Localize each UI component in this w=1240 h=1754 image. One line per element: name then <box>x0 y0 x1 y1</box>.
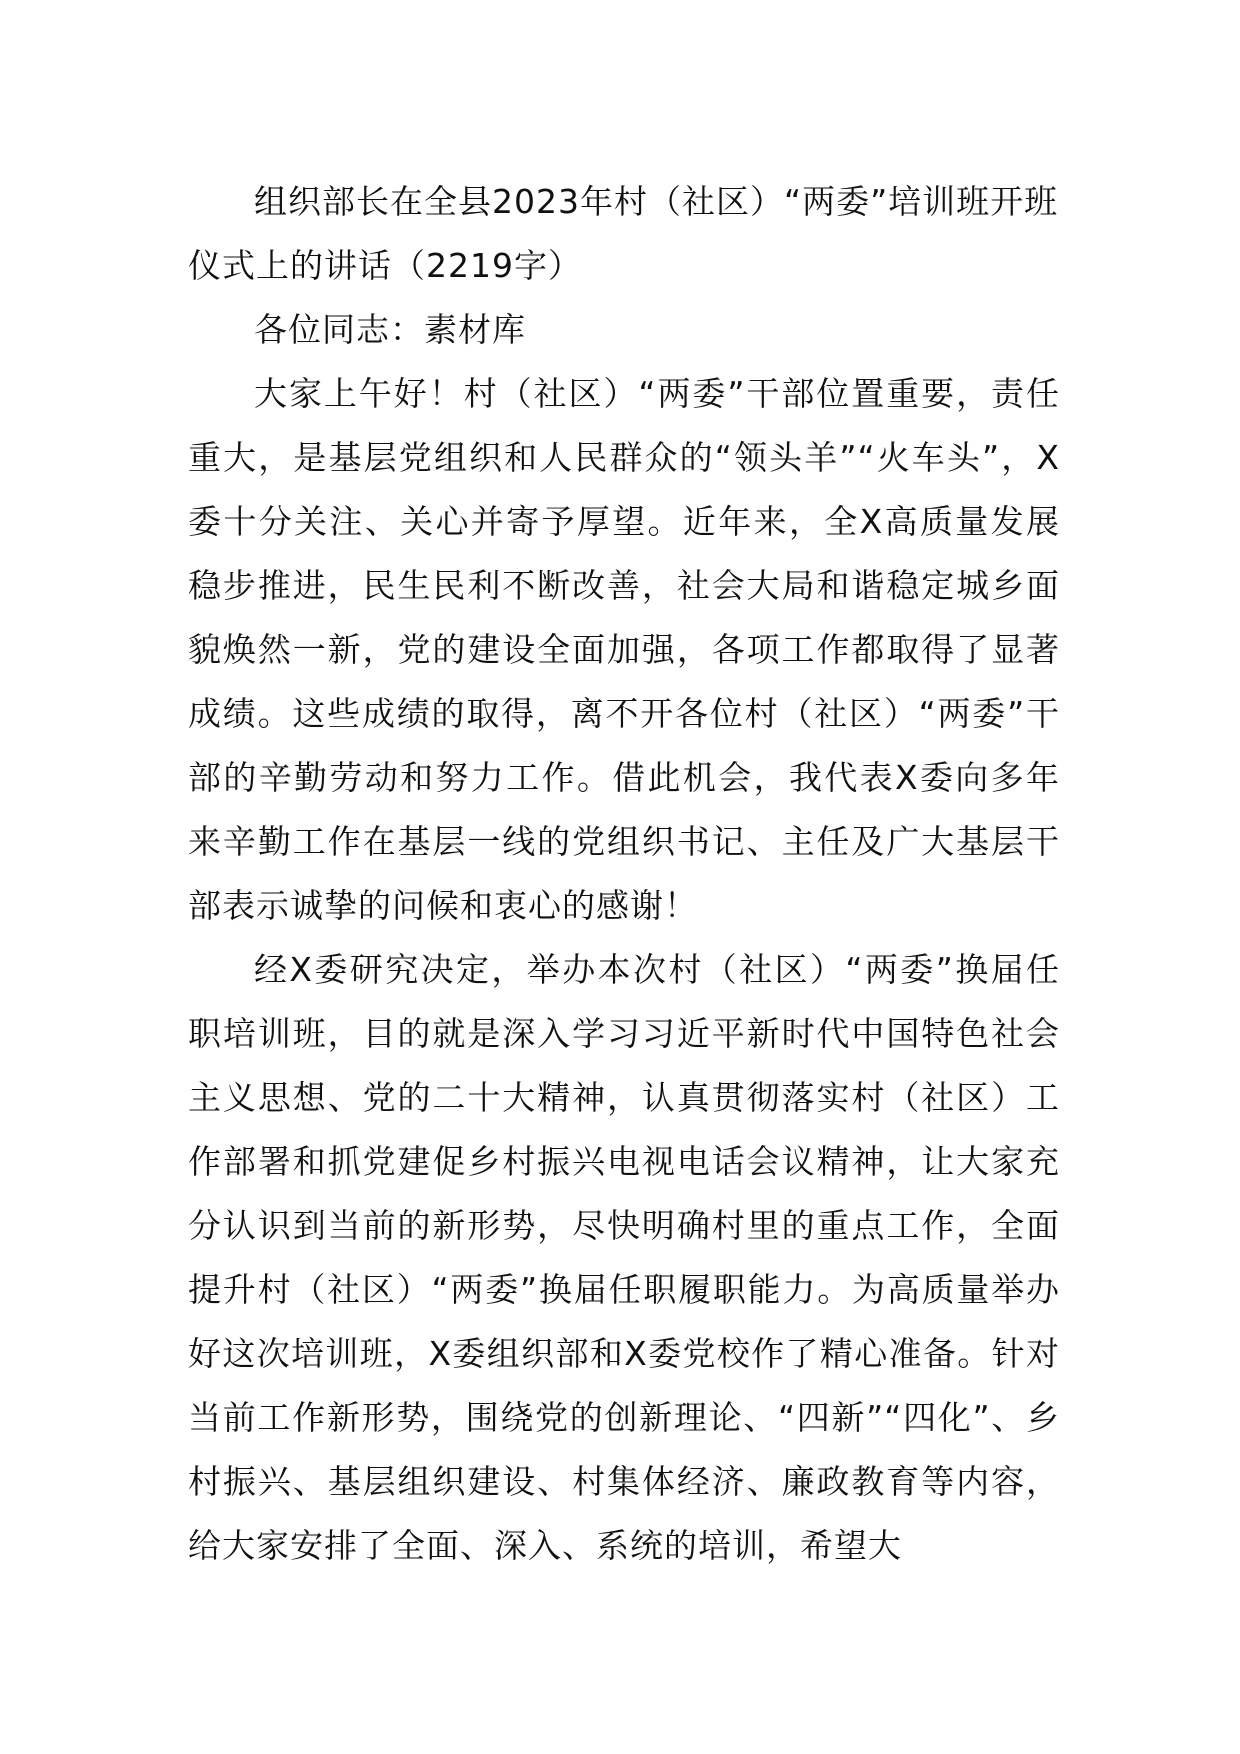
paragraph-2: 经X委研究决定，举办本次村（社区）“两委”换届任职培训班，目的就是深入学习习近平新时代中国特色社会主义思想、党的二十大精神，认真贯彻落实村（社区）工作部署和抓党建促乡村振兴电视电话会议精神，让大家充分认识到当前的新形势，尽快明确村里的重点工作，全面提升村（社区）“两委”换届任职履职能力。为高质量举办好这次培训班，X委组织部和X委党校作了精心准备。针对当前工作新形势，围绕党的创新理论、“四新”“四化”、乡村振兴、基层组织建设、村集体经济、廉政教育等内容，给大家安排了全面、深入、系统的培训，希望大 <box>188 950 1060 1565</box>
document-title: 组织部长在全县2023年村（社区）“两委”培训班开班仪式上的讲话（2219字） <box>188 182 1059 285</box>
paragraph-1: 大家上午好！村（社区）“两委”干部位置重要，责任重大，是基层党组织和人民群众的“领头羊”“火车头”，X委十分关注、关心并寄予厚望。近年来，全X高质量发展稳步推进，民生民利不断改善，社会大局和谐稳定城乡面貌焕然一新，党的建设全面加强，各项工作都取得了显著成绩。这些成绩的取得，离不开各位村（社区）“两委”干部的辛勤劳动和努力工作。借此机会，我代表X委向多年来辛勤工作在基层一线的党组织书记、主任及广大基层干部表示诚挚的问候和衷心的感谢！ <box>188 374 1060 925</box>
document-body <box>188 170 1060 1578</box>
salutation: 各位同志：素材库 <box>254 310 526 349</box>
